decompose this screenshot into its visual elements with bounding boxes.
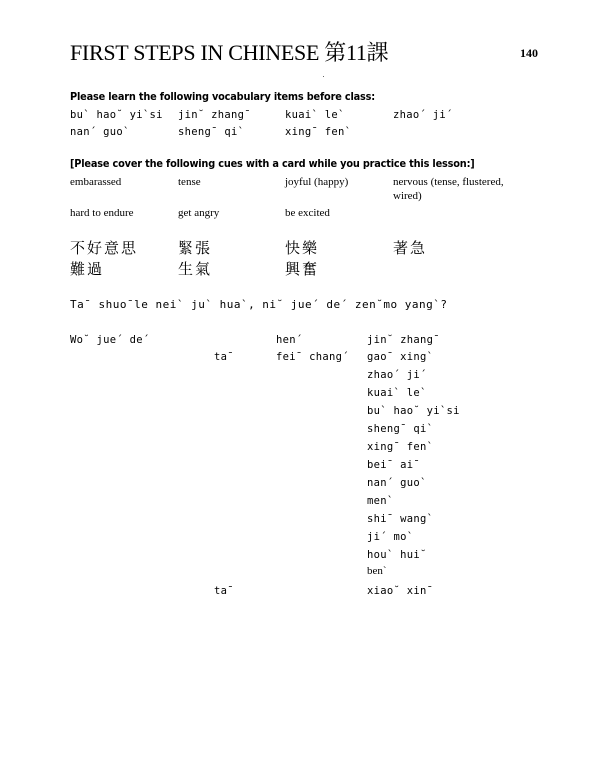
vocab-item: sheng¯ qi` [178, 126, 245, 138]
pattern-word: bei¯ ai¯ [367, 459, 420, 471]
pattern-adverb: hen´ [276, 334, 303, 346]
cue-item: joyful (happy) [285, 176, 349, 188]
cues-heading: [Please cover the following cues with a card while you practice this lesson:] [70, 158, 475, 170]
pattern-pronoun: ta¯ [214, 351, 234, 363]
vocab-item: nan´ guo` [70, 126, 130, 138]
vocab-item: bu` hao˘ yi`si [70, 109, 163, 121]
hanzi-item: 著急 [393, 241, 428, 257]
pattern-word: xiao˘ xin¯ [367, 585, 434, 597]
practice-question: Ta¯ shuo¯le nei` ju` hua`, ni˘ jue´ de´ zen˘mo yang`? [70, 298, 448, 311]
pattern-subject: Wo˘ jue´ de´ [70, 334, 150, 346]
pattern-word: shi¯ wang` [367, 513, 434, 525]
pattern-word: hou` hui˘ [367, 549, 427, 561]
hanzi-item: 生氣 [178, 262, 213, 278]
vocab-item: xing¯ fen` [285, 126, 352, 138]
hanzi-item: 不好意思 [70, 241, 139, 257]
pattern-word: zhao´ ji´ [367, 369, 427, 381]
hanzi-item: 難過 [70, 262, 105, 278]
pattern-word: nan´ guo` [367, 477, 427, 489]
cue-item-continuation: wired) [393, 190, 422, 202]
page-number: 140 [520, 46, 538, 60]
pattern-word: sheng¯ qi` [367, 423, 434, 435]
hanzi-item: 興奮 [285, 262, 320, 278]
scan-speck [323, 76, 324, 77]
pattern-adverb: fei¯ chang´ [276, 351, 349, 363]
pattern-word: gao¯ xing` [367, 351, 434, 363]
pattern-word: jin˘ zhang¯ [367, 334, 440, 346]
pattern-word: bu` hao˘ yi`si [367, 405, 460, 417]
pattern-word: xing¯ fen` [367, 441, 434, 453]
page-title: FIRST STEPS IN CHINESE 第11課 [70, 40, 389, 65]
vocab-item: kuai` le` [285, 109, 345, 121]
cue-item: tense [178, 176, 201, 188]
vocab-item: jin˘ zhang¯ [178, 109, 251, 121]
hanzi-item: 緊張 [178, 241, 213, 257]
cue-item: embarassed [70, 176, 122, 188]
pattern-word: ji´ mo` [367, 531, 414, 543]
hanzi-item: 快樂 [285, 241, 320, 257]
vocab-heading: Please learn the following vocabulary items before class: [70, 91, 375, 103]
cue-item: get angry [178, 207, 220, 219]
pattern-word: kuai` le` [367, 387, 427, 399]
pattern-pronoun: ta¯ [214, 585, 234, 597]
cue-item: nervous (tense, flustered, [393, 176, 504, 188]
cue-item: be excited [285, 207, 330, 219]
cue-item: hard to endure [70, 207, 134, 219]
pattern-word: ben` [367, 565, 387, 577]
vocab-item: zhao´ ji´ [393, 109, 453, 121]
pattern-word: men` [367, 495, 394, 507]
